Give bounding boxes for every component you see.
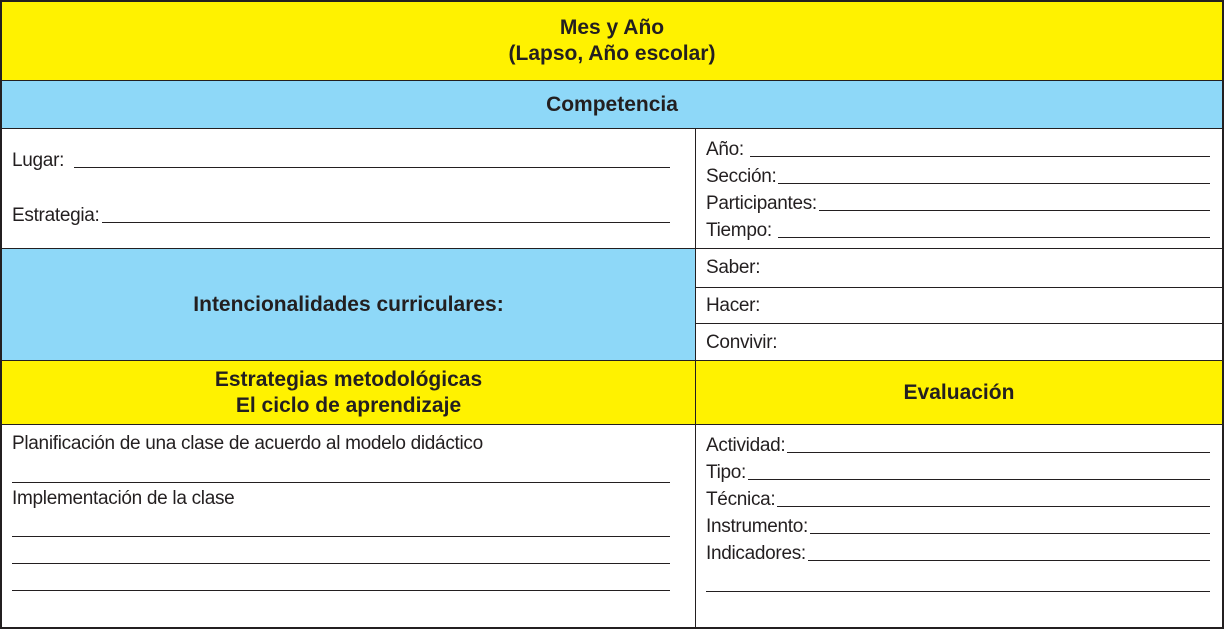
estrategia-field[interactable]: [12, 206, 670, 226]
tipo-label: Tipo:: [706, 462, 747, 483]
header-title-line1: Mes y Año: [559, 16, 665, 39]
planificacion-label: Planificación de una clase de acuerdo al modelo didáctico: [12, 433, 483, 454]
header-title-line2: (Lapso, Año escolar): [508, 42, 716, 65]
participantes-field[interactable]: [706, 194, 1210, 214]
tipo-input-line[interactable]: [748, 479, 1210, 480]
seccion-field[interactable]: [706, 167, 1210, 187]
header-row: [2, 2, 1222, 80]
implementacion-input-line-1[interactable]: [12, 536, 670, 537]
hacer-label: Hacer:: [706, 294, 761, 316]
info-right-cell: [695, 129, 1222, 248]
content-row: [2, 424, 1222, 627]
indicadores-input-line[interactable]: [808, 560, 1210, 561]
intencionalidades-row: [2, 248, 1222, 360]
instrumento-input-line[interactable]: [810, 533, 1210, 534]
indicadores-input-line-2[interactable]: [706, 591, 1210, 592]
lugar-label: Lugar:: [12, 150, 65, 171]
tecnica-label: Técnica:: [706, 489, 776, 510]
lugar-input-line[interactable]: [74, 167, 670, 168]
tecnica-field[interactable]: [706, 490, 1210, 510]
intencionalidades-label: Intencionalidades curriculares:: [193, 292, 504, 316]
tiempo-input-line[interactable]: [778, 237, 1210, 238]
indicadores-label: Indicadores:: [706, 543, 806, 564]
ano-label: Año:: [706, 139, 744, 160]
estrategias-cell: [2, 425, 695, 627]
info-left-cell: [2, 129, 695, 248]
implementacion-label: Implementación de la clase: [12, 488, 235, 509]
estrategia-input-line[interactable]: [102, 222, 670, 223]
participantes-label: Participantes:: [706, 193, 817, 214]
estrategias-title-line1: Estrategias metodológicas: [214, 367, 483, 391]
info-row: [2, 128, 1222, 248]
seccion-label: Sección:: [706, 166, 777, 187]
ano-input-line[interactable]: [750, 156, 1210, 157]
saber-field[interactable]: [696, 249, 1222, 287]
convivir-field[interactable]: [696, 323, 1222, 361]
indicadores-field[interactable]: [706, 544, 1210, 564]
estrategia-label: Estrategia:: [12, 205, 100, 226]
implementacion-input-line-3[interactable]: [12, 590, 670, 591]
ano-field[interactable]: [706, 140, 1210, 160]
actividad-label: Actividad:: [706, 435, 786, 456]
tiempo-label: Tiempo:: [706, 220, 772, 241]
participantes-input-line[interactable]: [819, 210, 1210, 211]
instrumento-label: Instrumento:: [706, 516, 809, 537]
competencia-row: [2, 80, 1222, 128]
actividad-field[interactable]: [706, 436, 1210, 456]
intencionalidades-items: [695, 249, 1222, 360]
estrategias-title-line2: El ciclo de aprendizaje: [235, 393, 462, 417]
tipo-field[interactable]: [706, 463, 1210, 483]
planificacion-input-line[interactable]: [12, 482, 670, 483]
evaluacion-title: Evaluación: [903, 380, 1015, 404]
convivir-label: Convivir:: [706, 331, 778, 353]
tecnica-input-line[interactable]: [777, 506, 1210, 507]
evaluacion-header: [695, 361, 1222, 424]
hacer-field[interactable]: [696, 287, 1222, 323]
estrategias-header: [2, 361, 695, 424]
competencia-label: Competencia: [546, 92, 678, 116]
intencionalidades-cell: [2, 249, 695, 360]
saber-label: Saber:: [706, 257, 761, 278]
implementacion-input-line-2[interactable]: [12, 563, 670, 564]
header-title: [509, 15, 716, 67]
seccion-input-line[interactable]: [778, 183, 1210, 184]
lugar-field[interactable]: [12, 151, 670, 171]
section-headers-row: [2, 360, 1222, 424]
instrumento-field[interactable]: [706, 517, 1210, 537]
actividad-input-line[interactable]: [787, 452, 1210, 453]
tiempo-field[interactable]: [706, 221, 1210, 241]
evaluacion-cell: [695, 425, 1222, 627]
